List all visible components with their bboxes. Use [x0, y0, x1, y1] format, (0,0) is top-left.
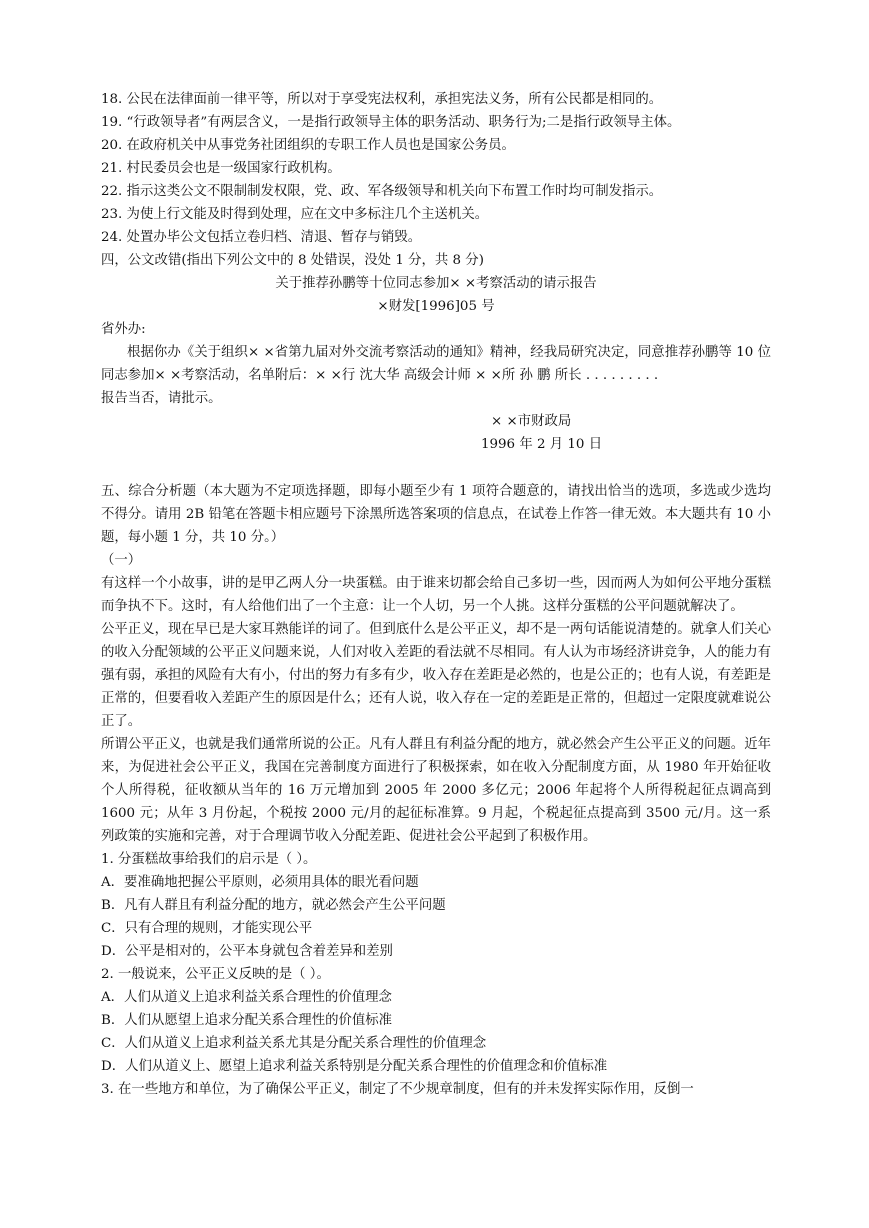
- question-2: [101, 963, 771, 1078]
- case-paragraph-2: 公平正义，现在早已是大家耳熟能详的词了。但到底什么是公平正义，却不是一两句话能说清楚的。就拿人们关心的收入分配领域的公平正义问题来说，人们对收入差距的看法就不尽相同。有人认为市场经济讲竞争，人的能力有强有弱，承担的风险有大有小，付出的努力有多有少，收入存在差距是必然的，也是公正的；也有人说，有差距是正常的，但要看收入差距产生的原因是什么；还有人说，收入存在一定的差距是正常的，但超过一定限度就难说公正了。: [101, 622, 771, 729]
- section5-heading: 五、综合分析题（本大题为不定项选择题，即每小题至少有 1 项符合题意的，请找出恰当的选项，多选或少选均不得分。请用 2B 铅笔在答题卡相应题号下涂黑所选答案项的信息点，在试卷上作答一律无效。本大题共有 10 小题，每小题 1 分，共 10 分。）: [101, 484, 771, 545]
- judgment-item-24: 24. 处置办毕公文包括立卷归档、清退、暂存与销毁。: [101, 230, 422, 245]
- option-a: A．要准确地把握公平原则，必须用具体的眼光看问题: [101, 875, 419, 890]
- option-b: B．人们从愿望上追求分配关系合理性的价值标准: [101, 1013, 393, 1028]
- question-1: [101, 848, 771, 963]
- judgment-item-20: 20. 在政府机关中从事党务社团组织的专职工作人员也是国家公务员。: [101, 138, 515, 153]
- exam-page: [101, 88, 771, 1101]
- official-doc-title: 关于推荐孙鹏等十位同志参加× ×考察活动的请示报告: [275, 276, 597, 291]
- judgment-item-18: 18. 公民在法律面前一律平等，所以对于享受宪法权利，承担宪法义务，所有公民都是相同的。: [101, 92, 663, 107]
- official-doc-date: 1996 年 2 月 10 日: [481, 437, 603, 452]
- judgment-item-22: 22. 指示这类公文不限制制发权限，党、政、军各级领导和机关向下布置工作时均可制发指示。: [101, 184, 663, 199]
- official-doc-sender: × ×市财政局: [491, 414, 572, 429]
- option-c: C．人们从道义上追求利益关系尤其是分配关系合理性的价值理念: [101, 1036, 487, 1051]
- option-c: C．只有合理的规则，才能实现公平: [101, 921, 313, 936]
- option-a: A．人们从道义上追求利益关系合理性的价值理念: [101, 990, 392, 1005]
- option-b: B．凡有人群且有利益分配的地方，就必然会产生公平问题: [101, 898, 446, 913]
- question-3-stem: 3. 在一些地方和单位，为了确保公平正义，制定了不少规章制度，但有的并未发挥实际作用，反倒一: [101, 1082, 694, 1097]
- official-doc-body: 根据你办《关于组织× ×省第九届对外交流考察活动的通知》精神，经我局研究决定，同意推荐孙鹏等 10 位同志参加× ×考察活动，名单附后：× ×行 沈大华 高级会计师 × ×所 孙 鹏 所长 . . . . . . . . .: [101, 345, 771, 383]
- judgment-list: [101, 88, 771, 249]
- judgment-item-19: 19. “行政领导者”有两层含义，一是指行政领导主体的职务活动、职务行为;二是指行政领导主体。: [101, 115, 681, 130]
- section4-heading: 四，公文改错(指出下列公文中的 8 处错误，没处 1 分，共 8 分): [101, 253, 484, 268]
- official-doc-closing: 报告当否，请批示。: [101, 391, 222, 406]
- official-doc-number: ×财发[1996]05 号: [377, 299, 495, 314]
- judgment-item-23: 23. 为使上行文能及时得到处理，应在文中多标注几个主送机关。: [101, 207, 489, 222]
- case-paragraph-3: 所谓公平正义，也就是我们通常所说的公正。凡有人群且有利益分配的地方，就必然会产生公平正义的问题。近年来，为促进社会公平正义，我国在完善制度方面进行了积极探索，如在收入分配制度方面，从 1980 年开始征收个人所得税，征收额从当年的 16 万元增加到 2005 年 2000 多亿元；2006 年起将个人所得税起征点调高到 1600 元；从年 3 月份起，个税按 2000 元/月的起征标准算。9 月起，个税起征点提高到 3500 元/月。这一系列政策的实施和完善，对于合理调节收入分配差距、促进社会公平起到了积极作用。: [101, 737, 771, 844]
- option-d: D．公平是相对的，公平本身就包含着差异和差别: [101, 944, 393, 959]
- judgment-item-21: 21. 村民委员会也是一级国家行政机构。: [101, 161, 341, 176]
- case-paragraph-1: 有这样一个小故事，讲的是甲乙两人分一块蛋糕。由于谁来切都会给自己多切一些，因而两人为如何公平地分蛋糕而争执不下。这时，有人给他们出了一个主意：让一个人切，另一个人挑。这样分蛋糕的公平问题就解决了。: [101, 576, 771, 614]
- question-stem: 2. 一般说来，公平正义反映的是（ ）。: [101, 967, 330, 982]
- section5-group-label: （一）: [101, 553, 142, 568]
- option-d: D．人们从道义上、愿望上追求利益关系特别是分配关系合理性的价值理念和价值标准: [101, 1059, 608, 1074]
- official-doc-recipient: 省外办:: [101, 322, 146, 337]
- question-stem: 1. 分蛋糕故事给我们的启示是（ ）。: [101, 852, 317, 867]
